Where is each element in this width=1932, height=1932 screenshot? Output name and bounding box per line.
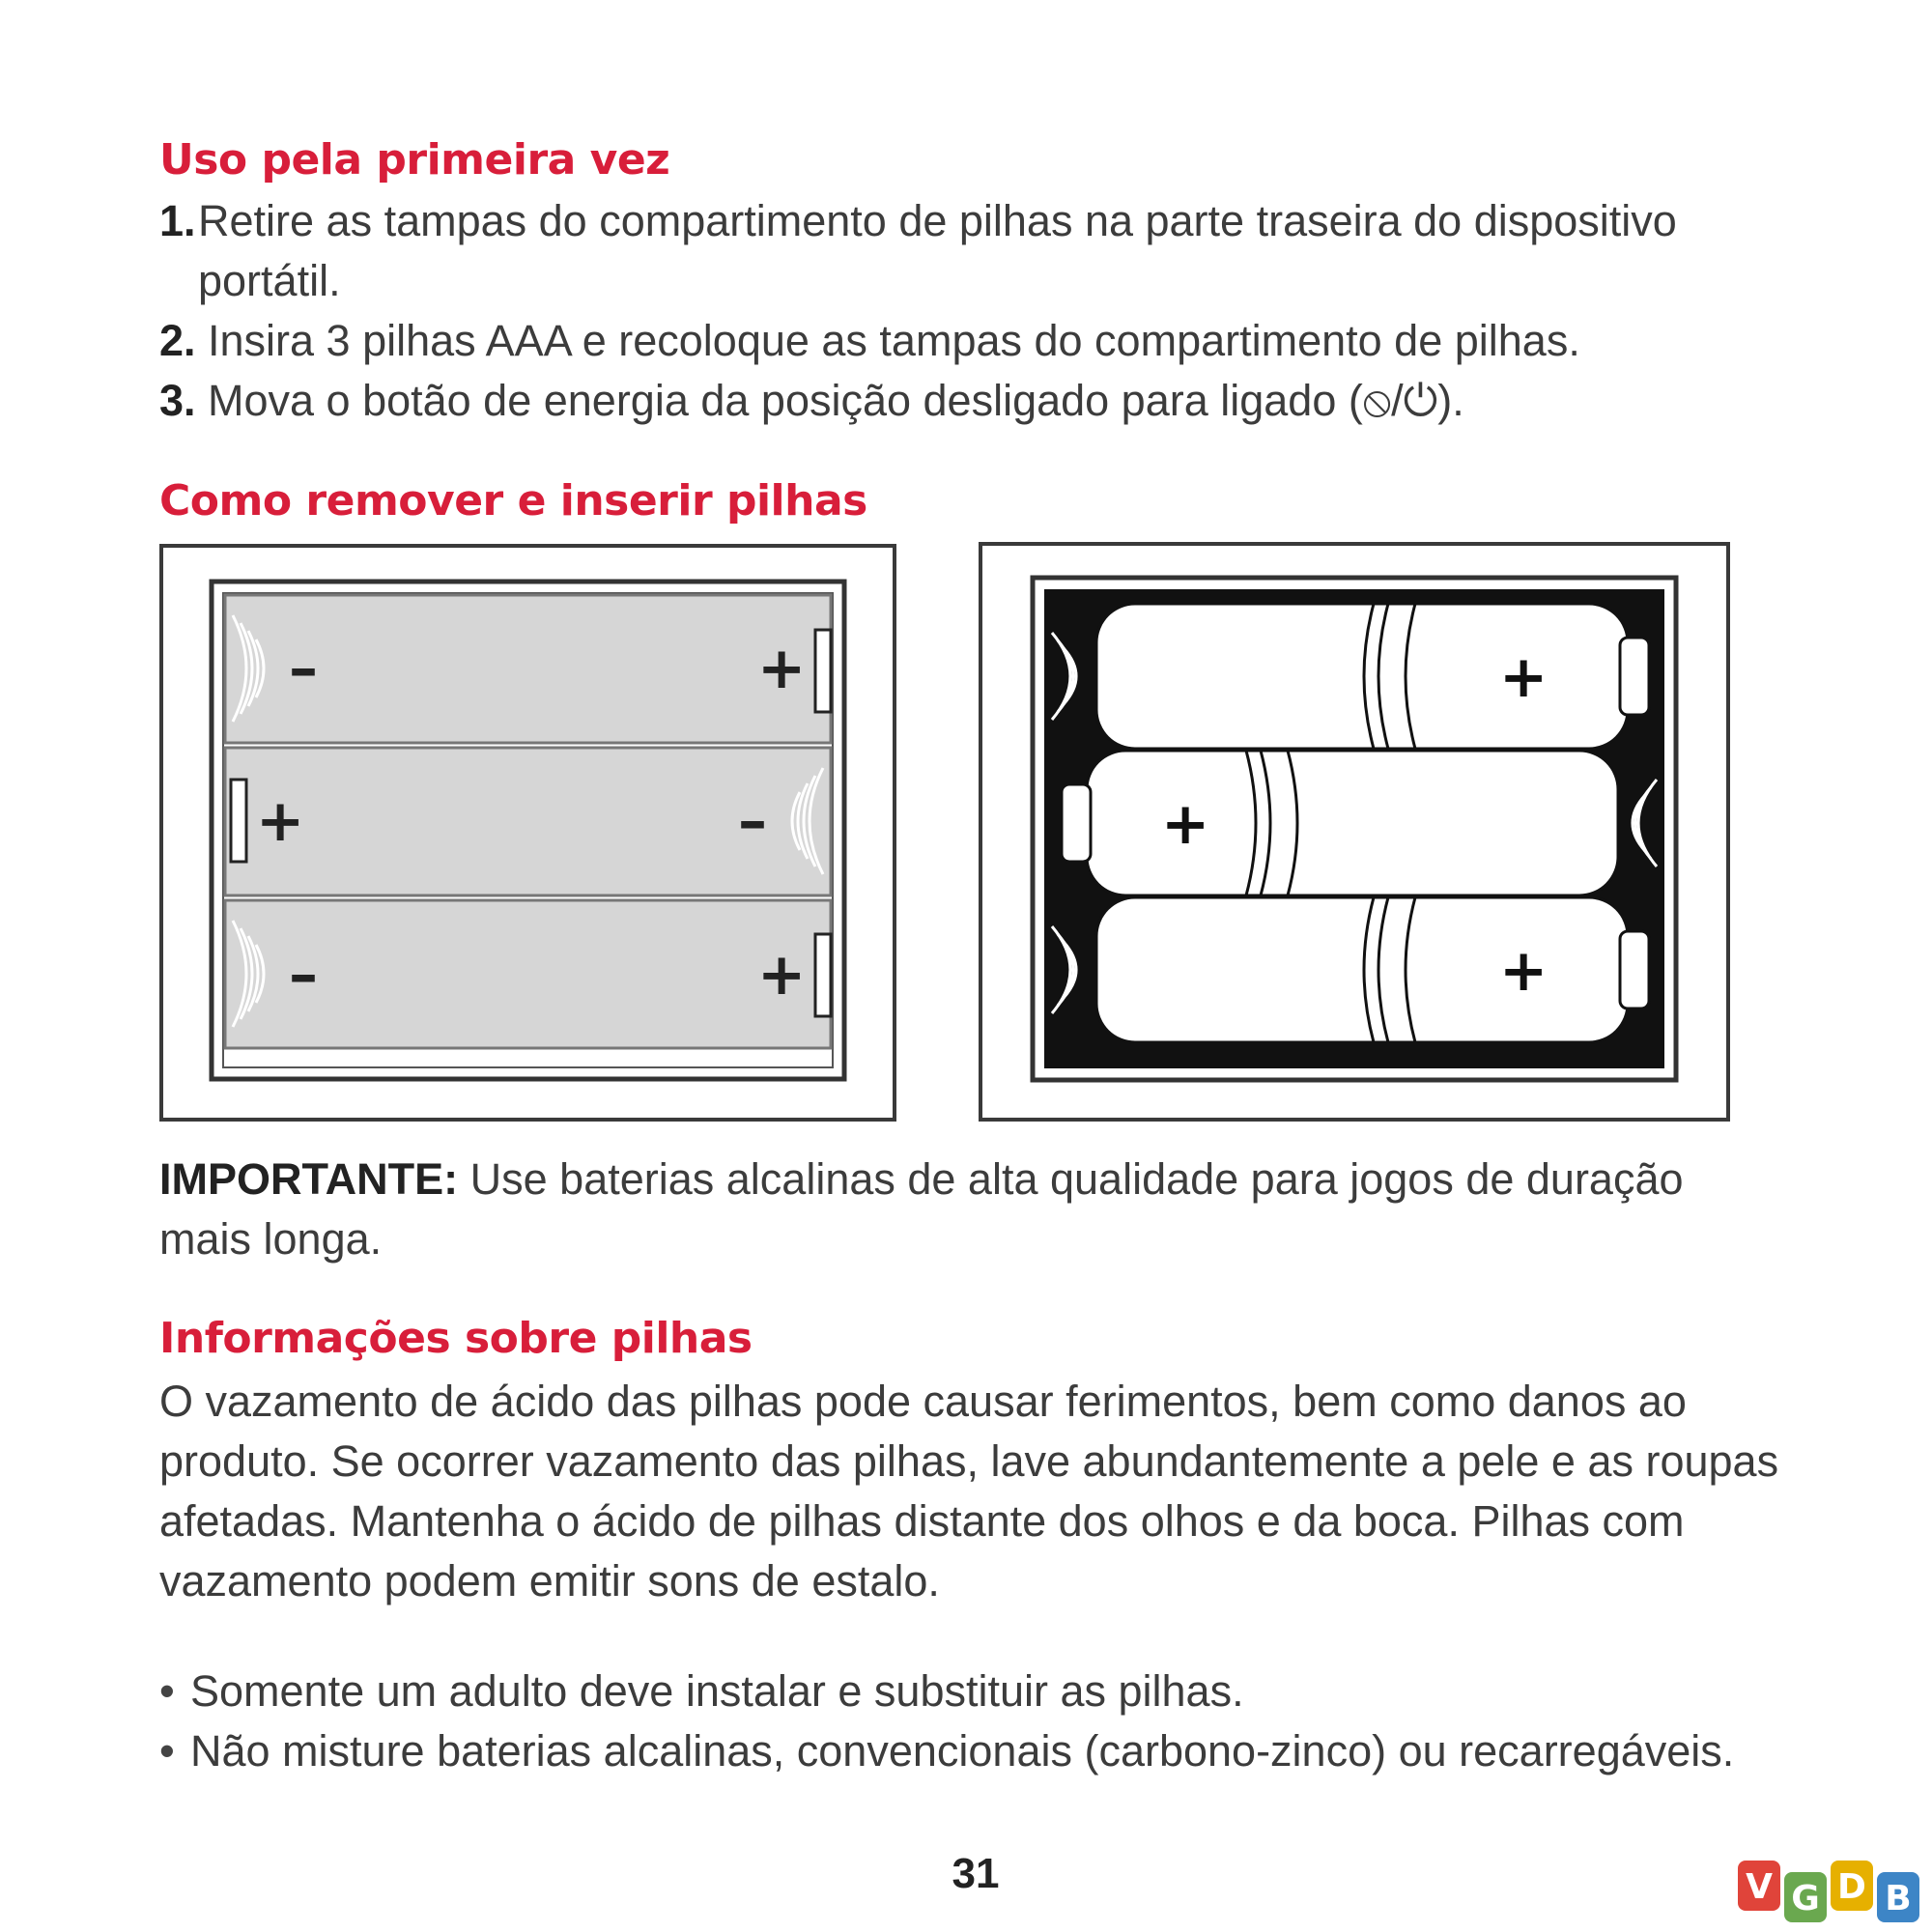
remove-insert-heading: Como remover e inserir pilhas bbox=[159, 476, 867, 526]
battery-compartment-figure-right bbox=[979, 542, 1730, 1122]
vgdb-logo-icon bbox=[1734, 1855, 1927, 1927]
first-use-steps bbox=[159, 191, 1802, 431]
step-text: Insira 3 pilhas AAA e recoloque as tampas do compartimento de pilhas. bbox=[208, 316, 1580, 365]
step-number: 2. bbox=[159, 316, 196, 365]
important-label: IMPORTANTE: bbox=[159, 1154, 459, 1204]
logo-letter: D bbox=[1837, 1867, 1866, 1907]
step-item bbox=[159, 371, 1802, 431]
battery bbox=[1062, 751, 1618, 895]
battery-compartment-illustration bbox=[163, 548, 893, 1118]
step-item bbox=[159, 191, 1802, 311]
polarity-symbol: – bbox=[289, 635, 318, 702]
logo-letter: V bbox=[1746, 1867, 1773, 1907]
page-number: 31 bbox=[952, 1850, 1000, 1897]
battery-info-heading: Informações sobre pilhas bbox=[159, 1314, 753, 1363]
plate-contact-icon bbox=[231, 780, 246, 862]
polarity-symbol: + bbox=[1161, 790, 1210, 858]
logo-letter: B bbox=[1885, 1879, 1912, 1918]
step-text: Retire as tampas do compartimento de pilhas na parte traseira do dispositivo portátil. bbox=[198, 196, 1677, 305]
battery-info-bullets bbox=[159, 1662, 1802, 1781]
polarity-symbol: + bbox=[256, 787, 305, 855]
list-item: • Não misture baterias alcalinas, convencionais (carbono-zinco) ou recarregáveis. bbox=[159, 1721, 1802, 1781]
polarity-symbol: – bbox=[289, 941, 318, 1009]
first-use-heading: Uso pela primeira vez bbox=[159, 135, 670, 185]
polarity-symbol: + bbox=[757, 635, 807, 702]
important-text: Use baterias alcalinas de alta qualidade para jogos de duração mais longa. bbox=[159, 1154, 1684, 1264]
plate-contact-icon bbox=[815, 934, 831, 1016]
step-number: 1. bbox=[159, 196, 196, 245]
step-item bbox=[159, 311, 1802, 371]
battery-compartment-figure-left bbox=[159, 544, 896, 1122]
polarity-symbol: – bbox=[738, 787, 767, 855]
plate-contact-icon bbox=[815, 630, 831, 712]
important-note bbox=[159, 1150, 1705, 1269]
battery-info-paragraph: O vazamento de ácido das pilhas pode causar ferimentos, bem como danos ao produto. Se ocorrer vazamento das pilhas, lave abundantemente a pele e as roupas afetadas. Mantenha o ácido de pilhas distante dos olhos e da boca. Pilhas com vazamento podem emitir sons de estalo. bbox=[159, 1377, 1779, 1605]
polarity-symbol: + bbox=[1499, 937, 1548, 1005]
battery bbox=[1096, 604, 1649, 749]
battery bbox=[1096, 897, 1649, 1042]
step-text: Mova o botão de energia da posição desligado para ligado (⦸/⏻). bbox=[208, 376, 1464, 425]
logo-letter: G bbox=[1791, 1879, 1820, 1918]
step-number: 3. bbox=[159, 376, 196, 425]
polarity-symbol: + bbox=[1499, 643, 1548, 711]
installed-batteries-illustration bbox=[982, 546, 1726, 1118]
polarity-symbol: + bbox=[757, 941, 807, 1009]
list-item: • Somente um adulto deve instalar e substituir as pilhas. bbox=[159, 1662, 1802, 1721]
